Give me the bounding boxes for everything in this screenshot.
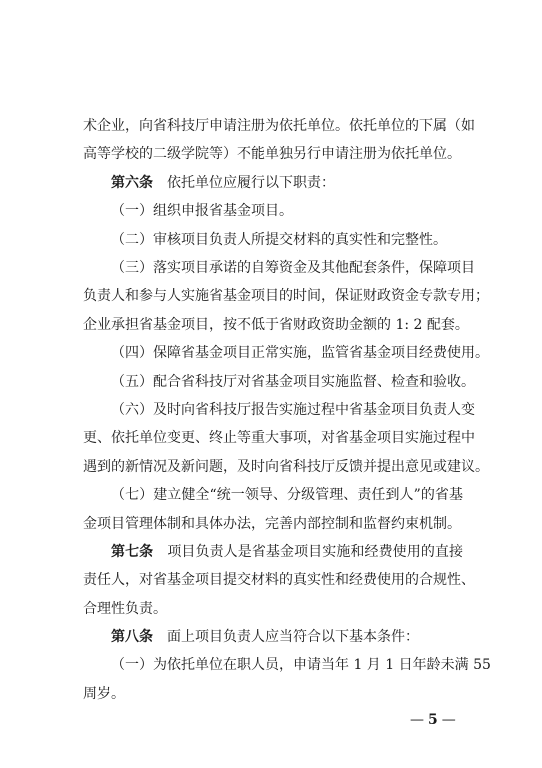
list-item: （四）保障省基金项目正常实施，监管省基金项目经费使用。 [111, 345, 489, 361]
body-line: 更、依托单位变更、终止等重大事项，对省基金项目实施过程中 [83, 430, 475, 446]
list-item: （一）组织申报省基金项目。 [111, 203, 293, 219]
page-number-value: 5 [428, 712, 438, 728]
list-item: （二）审核项目负责人所提交材料的真实性和完整性。 [111, 232, 447, 248]
page-number-dash-left: — [410, 712, 424, 728]
body-line: 企业承担省基金项目，按不低于省财政资助金额的 1: 2 配套。 [83, 317, 469, 333]
page-number-dash-right: — [441, 712, 456, 728]
article-heading-line: 第六条 依托单位应履行以下职责： [111, 175, 335, 191]
body-line: 金项目管理体制和具体办法，完善内部控制和监督约束机制。 [83, 516, 461, 532]
body-line: 负责人和参与人实施省基金项目的时间，保证财政资金专款专用； [83, 288, 489, 304]
body-line: 合理性负责。 [83, 601, 167, 617]
list-item: （三）落实项目承诺的自筹资金及其他配套条件，保障项目 [111, 260, 475, 276]
body-line: 周岁。 [83, 686, 125, 702]
list-item: （五）配合省科技厅对省基金项目实施监督、检查和验收。 [111, 374, 475, 390]
article-number: 第八条 [111, 629, 153, 645]
body-line: 责任人，对省基金项目提交材料的真实性和经费使用的合规性、 [83, 572, 475, 588]
article-number: 第六条 [111, 175, 153, 191]
article-heading-line: 第七条 项目负责人是省基金项目实施和经费使用的直接 [111, 544, 463, 560]
page-number [410, 710, 456, 730]
article-number: 第七条 [111, 544, 154, 560]
list-item: （六）及时向省科技厅报告实施过程中省基金项目负责人变 [111, 402, 475, 418]
body-line: 术企业，向省科技厅申请注册为依托单位。依托单位的下属（如 [83, 118, 475, 134]
body-line: 高等学校的二级学院等）不能单独另行申请注册为依托单位。 [83, 146, 461, 162]
list-item: （一）为依托单位在职人员，申请当年 1 月 1 日年龄未满 55 [111, 657, 491, 673]
article-heading-line: 第八条 面上项目负责人应当符合以下基本条件： [111, 629, 419, 645]
list-item: （七）建立健全“统一领导、分级管理、责任到人”的省基 [111, 487, 463, 503]
body-line: 遇到的新情况及新问题，及时向省科技厅反馈并提出意见或建议。 [83, 459, 489, 475]
